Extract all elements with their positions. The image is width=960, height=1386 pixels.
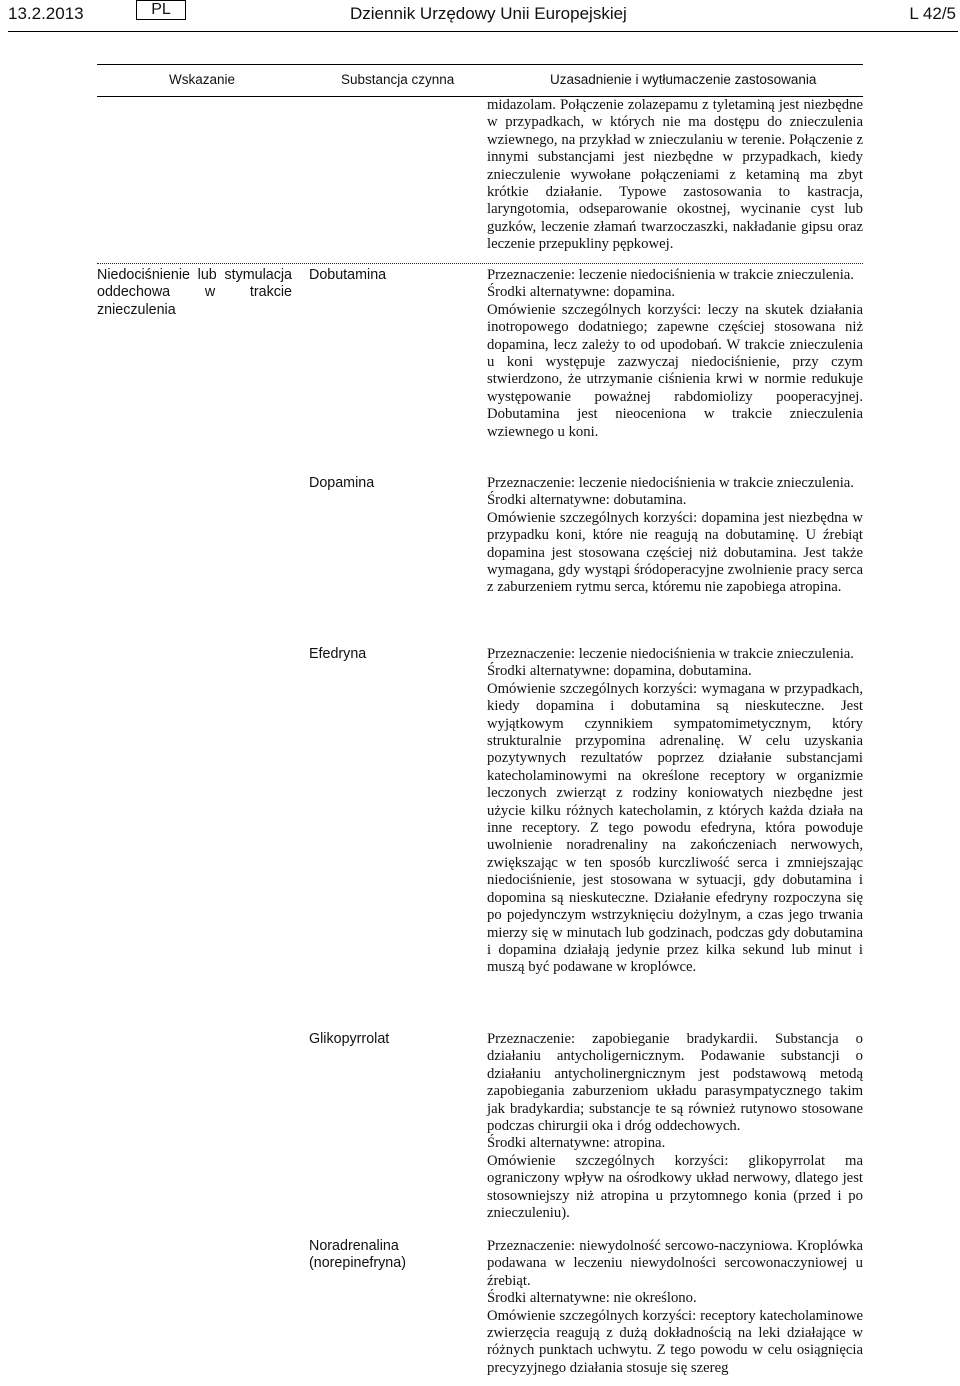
table-top-rule <box>97 64 863 65</box>
alternatives-line: Środki alternatywne: dopamina, dobutamina. <box>487 663 752 680</box>
substance-efedryna: Efedryna <box>309 646 367 662</box>
justification-glikopyrrolat <box>487 1031 863 1222</box>
purpose-line: Przeznaczenie: leczenie niedociśnienia w trakcie znieczulenia. <box>487 646 854 662</box>
page-number: L 42/5 <box>909 4 956 23</box>
column-header-indication: Wskazanie <box>169 72 236 87</box>
alternatives-line: Środki alternatywne: dopamina. <box>487 284 676 301</box>
justification-dopamina <box>487 475 863 597</box>
substance-glikopyrrolat: Glikopyrrolat <box>309 1031 390 1047</box>
alternatives-line: Środki alternatywne: nie określono. <box>487 1290 697 1307</box>
page-header <box>8 0 958 32</box>
publication-date: 13.2.2013 <box>8 4 84 23</box>
justification-noradrenalina <box>487 1238 863 1377</box>
row-divider <box>97 263 863 264</box>
purpose-line: Przeznaczenie: leczenie niedociśnienia w trakcie znieczulenia. <box>487 475 854 491</box>
justification-efedryna <box>487 646 863 977</box>
substance-dopamina: Dopamina <box>309 475 375 491</box>
column-header-substance: Substancja czynna <box>341 72 455 87</box>
substance-dobutamina: Dobutamina <box>309 267 387 283</box>
benefits-line: Omówienie szczególnych korzyści: leczy na skutek działania inotropowego dodatniego; zapewne częściej stosowana niż dopamina, lecz zależy to od upodobań. W trakcie znieczulenia u koni występuje zazwyczaj niedociśnienie, przy czym stwierdzono, że utrzymanie ciśnienia krwi w normie redukuje występowanie poważnej rabdomiolizy pooperacyjnej. Dobutamina jest nieoceniona w trakcie znieczulenia wziewnego u koni. <box>487 301 863 440</box>
continued-text: midazolam. Połączenie zolazepamu z tyletaminą jest niezbędne w przypadkach, w których nie ma dostępu do znieczulenia wziewnego, na przykład w znieczulaniu w terenie. Połączenie z innymi substancjami jest niezbędne w przypadkach, kiedy znieczulenie wywołane połączeniami z ketaminą ma zbyt krótkie działanie. Typowe zastosowania to kastracja, laryngotomia, odseparowanie okostnej, wycinanie cyst lub guzków, leczenie złamań twarzoczaszki, nakładanie gipsu oraz leczenie przepukliny pępkowej. <box>487 97 863 253</box>
indication-text: Niedociśnienie lub stymulacja oddechowa w trakcie znieczulenia <box>97 267 292 318</box>
purpose-line: Przeznaczenie: zapobieganie bradykardii. Substancja o działaniu antycholigernicznym. Podawanie substancji o działaniu antycholinergnicznym jest podstawową metodą zapobiegania zaburzeniom układu parasympatycznego takim jak bradykardia; substancje te są również rutynowo stosowane podczas chirurgii oka i dróg oddechowych. <box>487 1031 863 1135</box>
continued-justification <box>487 97 863 254</box>
purpose-line: Przeznaczenie: niewydolność sercowo-naczyniowa. Kroplówka podawana w leczeniu niewydolności sercowonaczyniowej u źrebiąt. <box>487 1238 863 1289</box>
substance-noradrenalina: Noradrenalina (norepinefryna) <box>309 1238 406 1272</box>
indication-cell <box>97 267 292 319</box>
language-badge: PL <box>136 0 186 20</box>
alternatives-line: Środki alternatywne: dobutamina. <box>487 492 687 509</box>
substances-table <box>97 64 863 1386</box>
column-header-justification: Uzasadnienie i wytłumaczenie zastosowania <box>550 72 817 87</box>
journal-title: Dziennik Urzędowy Unii Europejskiej <box>350 4 627 23</box>
alternatives-line: Środki alternatywne: atropina. <box>487 1135 666 1152</box>
justification-dobutamina <box>487 267 863 441</box>
purpose-line: Przeznaczenie: leczenie niedociśnienia w trakcie znieczulenia. <box>487 267 854 283</box>
benefits-line: Omówienie szczególnych korzyści: wymagana w przypadkach, kiedy dopamina i dobutamina są nieskuteczne. Jest wyjątkowym czynnikiem sympatomimetycznym, który strukturalnie przypomina adrenalinę. W celu uzyskania pozytywnych rezultatów poprzez działanie substancjami katecholaminowymi na określone receptory w organizmie leczonych zwierząt z rodziny koniowatych niezbędne jest użycie kilku różnych katecholamin, z których każda działa na inne receptory. Z tego powodu efedryna, która powoduje uwolnienie noradrenaliny na zakończeniach nerwowych, zwiększając w ten sposób kurczliwość serca i zmniejszając niedociśnienie, jest stosowana w sytuacji, gdy dobutamina i dopomina są nieskuteczne. Działanie efedryny rozpoczyna się po pojedynczym wstrzyknięciu dożylnym, a czas jego trwania mierzy się w minutach lub godzinach, podczas gdy dobutamina i dopamina działają jedynie przez kilka sekund lub minut i muszą być podawane w kroplówce. <box>487 680 863 976</box>
benefits-line: Omówienie szczególnych korzyści: dopamina jest niezbędna w przypadku koni, które nie reagują na dobutaminę. U źrebiąt dopamina jest stosowana częściej niż dobutamina. Jest także wymagana, gdy wystąpi śródoperacyjne zwolnienie pracy serca z zaburzeniem rytmu serca, któremu nie zapobiega atropina. <box>487 509 863 596</box>
benefits-line: Omówienie szczególnych korzyści: glikopyrrolat ma ograniczony wpływ na ośrodkowy układ nerwowy, dlatego jest stosowniejszy niż atropina u przytomnego konia (przed i po znieczuleniu). <box>487 1152 863 1222</box>
benefits-line: Omówienie szczególnych korzyści: receptory katecholaminowe zwierzęcia reagują z dużą dokładnością na leki działające w różnych punktach uchwytu. Z tego powodu w celu osiągnięcia precyzyjnego działania stosuje się szereg <box>487 1307 863 1376</box>
